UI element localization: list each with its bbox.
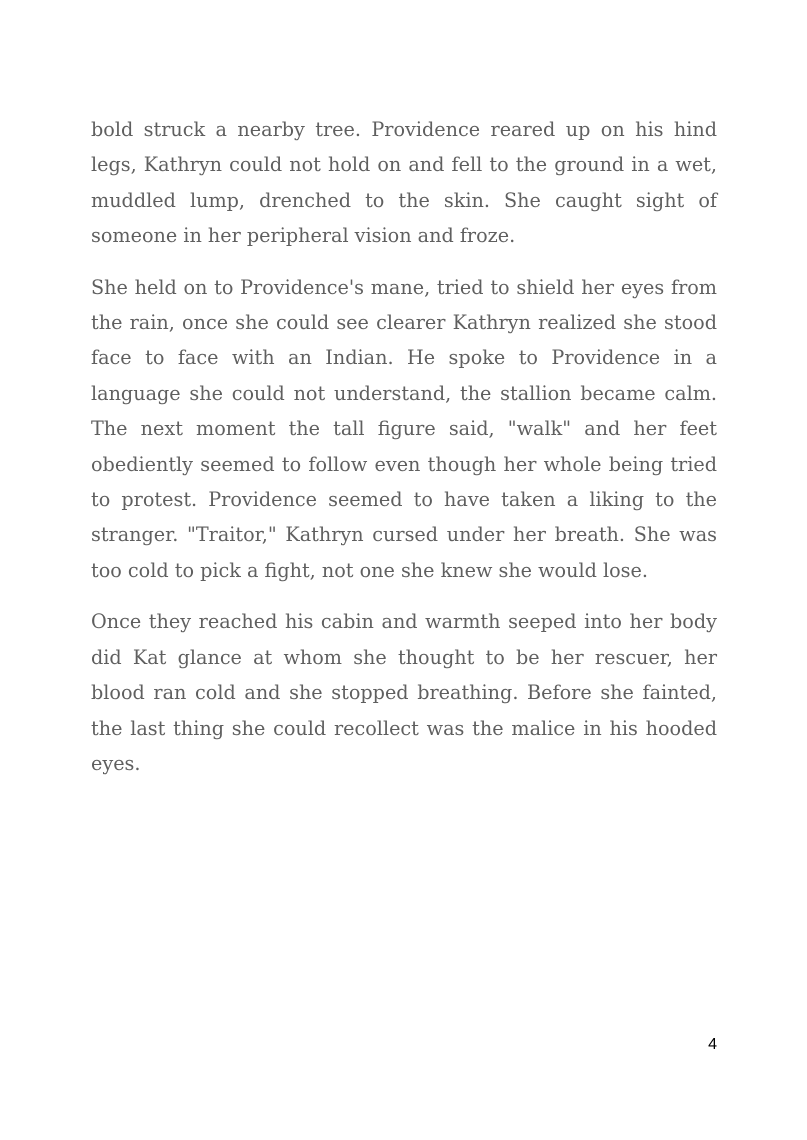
body-text: [91, 112, 717, 797]
paragraph-3: Once they reached his cabin and warmth seeped into her body did Kat glance at whom she thought to be her rescuer, her blood ran cold and she stopped breathing. Before she fainted, the last thing she could recollect was the malice in his hooded eyes.: [91, 610, 717, 775]
page-number: 4: [708, 1036, 717, 1053]
paragraph-1: bold struck a nearby tree. Providence reared up on his hind legs, Kathryn could not hold on and fell to the ground in a wet, muddled lump, drenched to the skin. She caught sight of someone in her peripheral vision and froze.: [91, 118, 717, 248]
paragraph-2: She held on to Providence's mane, tried to shield her eyes from the rain, once she could see clearer Kathryn realized she stood face to face with an Indian. He spoke to Providence in a language she could not understand, the stallion became calm. The next moment the tall figure said, "walk" and her feet obediently seemed to follow even though her whole being tried to protest. Providence seemed to have taken a liking to the stranger. "Traitor," Kathryn cursed under her breath. She was too cold to pick a fight, not one she knew she would lose.: [91, 275, 717, 582]
